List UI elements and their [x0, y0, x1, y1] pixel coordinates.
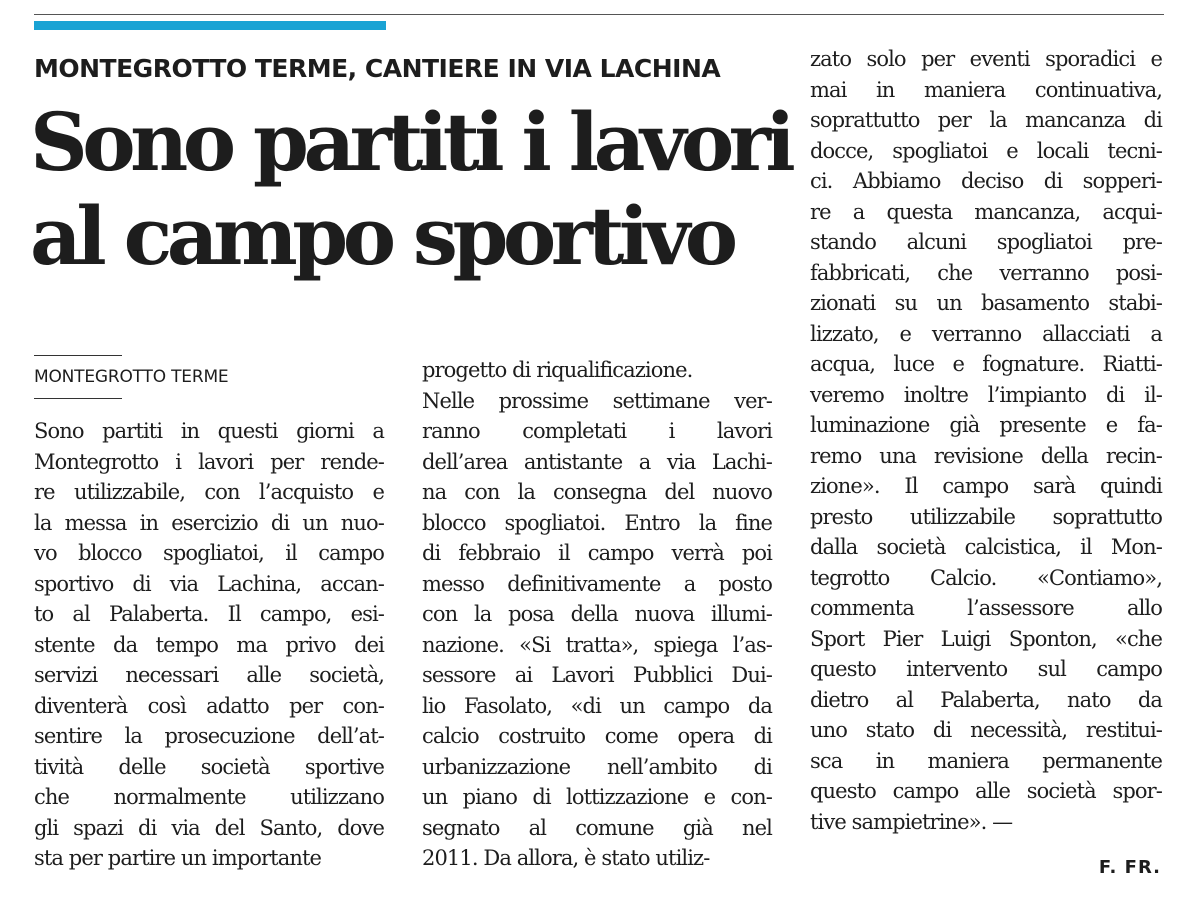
article-text-line: dell’area antistante a via Lachi- [422, 449, 772, 474]
article-text-line: Nelle prossime settimane ver- [422, 388, 772, 413]
article-text-line: sca in maniera permanente [810, 748, 1162, 773]
article-text-line: gli spazi di via del Santo, dove [34, 815, 384, 840]
article-dateline: MONTEGROTTO TERME [34, 367, 229, 387]
article-text-line: Sono partiti in questi giorni a [34, 419, 384, 443]
article-text-line: presto utilizzabile soprattutto [810, 504, 1162, 529]
article-text-line: questo intervento sul campo [810, 657, 1162, 681]
article-text-line: diventerà così adatto per con- [34, 693, 384, 718]
article-text-line: remo una revisione della recin- [810, 443, 1162, 468]
article-text-line: lio Fasolato, «di un campo da [422, 693, 772, 718]
article-text-line: Montegrotto i lavori per rende- [34, 449, 384, 474]
article-text-line: che normalmente utilizzano [34, 785, 384, 809]
article-text-line: nazione. «Si tratta», spiega l’as- [422, 632, 772, 657]
article-text-line: veremo inoltre l’impianto di il- [810, 382, 1162, 407]
author-signature: F. FR. [1098, 857, 1161, 878]
article-text-line: acqua, luce e fognature. Riatti- [810, 352, 1162, 376]
article-text-line: tività delle società sportive [34, 754, 384, 779]
article-text-line: tegrotto Calcio. «Contiamo», [810, 565, 1162, 590]
article-text-line: ci. Abbiamo deciso di sopperi- [810, 169, 1162, 193]
dateline-rule-bottom [34, 398, 122, 399]
article-text-line: un piano di lottizzazione e con- [422, 785, 772, 809]
article-text-line: re utilizzabile, con l’acquisto e [34, 480, 384, 504]
article-text-line: urbanizzazione nell’ambito di [422, 754, 772, 779]
article-text-line: zato solo per eventi sporadici e [810, 47, 1162, 71]
article-text-line: zione». Il campo sarà quindi [810, 474, 1162, 498]
article-text-line: tive sampietrine». — [810, 809, 1013, 834]
article-text-line: la messa in esercizio di un nuo- [34, 510, 384, 535]
article-text-line: ranno completati i lavori [422, 419, 772, 443]
article-text-line: commenta l’assessore allo [810, 596, 1162, 620]
article-text-line: stando alcuni spogliatoi pre- [810, 230, 1162, 254]
article-text-line: 2011. Da allora, è stato utiliz- [422, 846, 710, 870]
article-text-line: Sport Pier Luigi Sponton, «che [810, 626, 1162, 651]
article-text-line: docce, spogliatoi e locali tecni- [810, 138, 1162, 163]
article-text-line: stente da tempo ma privo dei [34, 632, 384, 657]
article-text-line: di febbraio il campo verrà poi [422, 541, 772, 565]
article-text-line: to al Palaberta. Il campo, esi- [34, 602, 384, 626]
article-text-line: segnato al comune già nel [422, 815, 772, 840]
article-text-line: mai in maniera continuativa, [810, 77, 1162, 102]
article-column-1 [34, 416, 384, 874]
headline-line: al campo sportivo [30, 189, 733, 283]
article-text-line: zionati su un basamento stabi- [810, 291, 1162, 315]
article-text-line: dalla società calcistica, il Mon- [810, 535, 1162, 559]
article-text-line: dietro al Palaberta, nato da [810, 687, 1162, 712]
top-rule [34, 14, 1164, 15]
article-column-3 [810, 44, 1162, 837]
article-text-line: luminazione già presente e fa- [810, 413, 1162, 437]
article-text-line: con la posa della nuova illumi- [422, 602, 772, 626]
article-text-line: fabbricati, che verranno posi- [810, 260, 1162, 285]
article-text-line: sentire la prosecuzione dell’at- [34, 724, 384, 748]
article-text-line: lizzato, e verranno allacciati a [810, 321, 1162, 346]
article-headline [30, 95, 800, 283]
article-column-2 [422, 355, 772, 874]
article-text-line: progetto di riqualificazione. [422, 358, 693, 382]
article-text-line: na con la consegna del nuovo [422, 480, 772, 504]
article-text-line: re a questa mancanza, acqui- [810, 199, 1162, 224]
article-text-line: vo blocco spogliatoi, il campo [34, 541, 384, 565]
article-text-line: calcio costruito come opera di [422, 724, 772, 748]
article-text-line: questo campo alle società spor- [810, 779, 1162, 803]
headline-line: Sono partiti i lavori [30, 95, 791, 189]
article-text-line: uno stato di necessità, restitui- [810, 718, 1162, 742]
article-text-line: sessore ai Lavori Pubblici Dui- [422, 663, 772, 687]
article-text-line: blocco spogliatoi. Entro la fine [422, 510, 772, 535]
article-text-line: soprattutto per la mancanza di [810, 108, 1162, 132]
article-text-line: messo definitivamente a posto [422, 571, 772, 596]
article-kicker: MONTEGROTTO TERME, CANTIERE IN VIA LACHINA [34, 54, 721, 83]
dateline-rule-top [34, 355, 122, 356]
article-text-line: sportivo di via Lachina, accan- [34, 571, 384, 596]
article-text-line: sta per partire un importante [34, 846, 322, 870]
article-text-line: servizi necessari alle società, [34, 663, 384, 687]
section-accent-bar [34, 21, 386, 30]
